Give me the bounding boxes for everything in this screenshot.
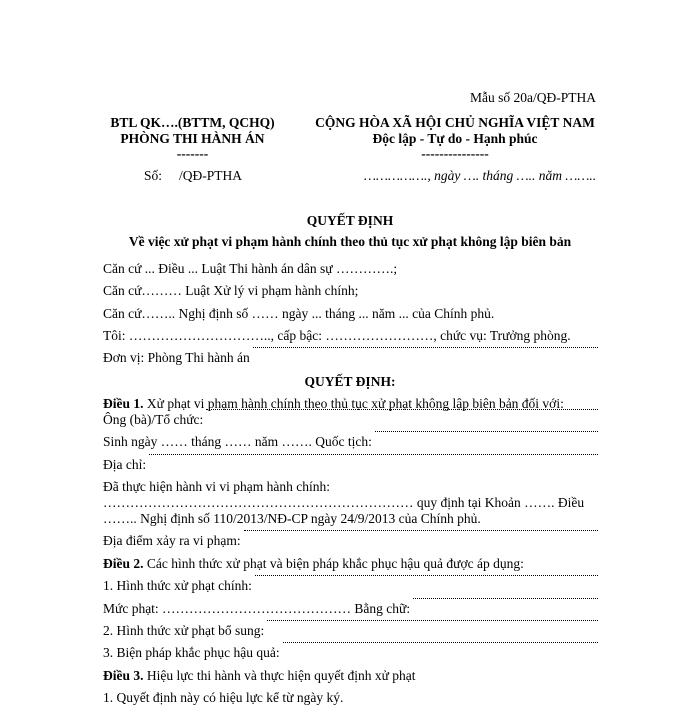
article-2-text: Các hình thức xử phạt và biện pháp khắc phục hậu quả được áp dụng: (143, 556, 524, 571)
country-name: CỘNG HÒA XÃ HỘI CHỦ NGHĨA VIỆT NAM (315, 115, 595, 130)
article-3-label: Điều 3. (103, 668, 144, 683)
nationality-fill-line (375, 431, 598, 432)
main-penalty-label: 1. Hình thức xử phạt chính: (103, 578, 252, 593)
violation-line: …………………………………………………………… quy định tại Khoản ……. Điều (103, 495, 585, 510)
fine-level-label: Mức phạt: …………………………………… Bằng chữ: (103, 601, 411, 616)
article-3-text: Hiệu lực thi hành và thực hiện quyết định xử phạt (143, 668, 416, 683)
birth-label: Sinh ngày …… tháng …… năm ……. Quốc tịch: (103, 434, 372, 449)
amount-in-words-fill-line (413, 598, 598, 599)
national-motto: Độc lập - Tự do - Hạnh phúc (372, 131, 538, 146)
article-1-text: Xử phạt vi phạm hành chính theo thủ tục xử phạt không lập biên bản đối với: (143, 396, 564, 411)
extra-penalty-label: 2. Hình thức xử phạt bổ sung: (103, 623, 265, 638)
article-3-item-1: 1. Quyết định này có hiệu lực kể từ ngày ký. (103, 690, 344, 705)
main-penalty-fill-line (255, 575, 598, 576)
legal-basis-3: Căn cứ…….. Nghị định số …… ngày ... tháng ... năm ... của Chính phủ. (103, 306, 495, 321)
legal-basis-1: Căn cứ ... Điều ... Luật Thi hành án dân sự ………….; (103, 261, 398, 276)
article-3-heading (103, 668, 416, 684)
org-divider: ------- (176, 146, 209, 161)
extra-penalty-fill-line (267, 620, 598, 621)
address-label: Địa chỉ: (103, 457, 147, 472)
article-2-label: Điều 2. (103, 556, 144, 571)
document-subtitle: Về việc xử phạt vi phạm hành chính theo thủ tục xử phạt không lập biên bản (128, 234, 572, 249)
subject-fill-line (206, 409, 598, 410)
article-2-heading (103, 556, 524, 572)
location-label: Địa điểm xảy ra vi phạm: (103, 533, 241, 548)
decision-heading: QUYẾT ĐỊNH: (304, 374, 396, 389)
location-fill-line (244, 530, 598, 531)
unit-fill-line (253, 347, 598, 348)
violation-intro: Đã thực hiện hành vi vi phạm hành chính: (103, 479, 331, 494)
motto-divider: --------------- (421, 146, 489, 161)
subject-label: Ông (bà)/Tổ chức: (103, 412, 204, 427)
remedy-label: 3. Biện pháp khắc phục hậu quả: (103, 645, 280, 660)
legal-basis-2: Căn cứ……… Luật Xử lý vi phạm hành chính; (103, 283, 359, 298)
date-line: ……………., ngày …. tháng ….. năm …….. (364, 168, 597, 183)
org-name-line1: BTL QK….(BTTM, QCHQ) (110, 115, 275, 130)
unit-label: Đơn vị: Phòng Thi hành án (103, 350, 250, 365)
decree-line: …….. Nghị định số 110/2013/NĐ-CP ngày 24/9/2013 của Chính phủ. (103, 511, 481, 526)
number-label: Số: (144, 168, 163, 183)
article-1-label: Điều 1. (103, 396, 144, 411)
form-number: Mẫu số 20a/QĐ-PTHA (470, 90, 596, 105)
number-code: /QĐ-PTHA (179, 168, 242, 183)
document-title: QUYẾT ĐỊNH (306, 213, 394, 228)
org-name-line2: PHÒNG THI HÀNH ÁN (120, 131, 265, 146)
official-info: Tôi: ………………………….., cấp bậc: ……………………, chức vụ: Trưởng phòng. (103, 328, 571, 343)
remedy-fill-line (283, 642, 598, 643)
address-fill-line (149, 454, 598, 455)
